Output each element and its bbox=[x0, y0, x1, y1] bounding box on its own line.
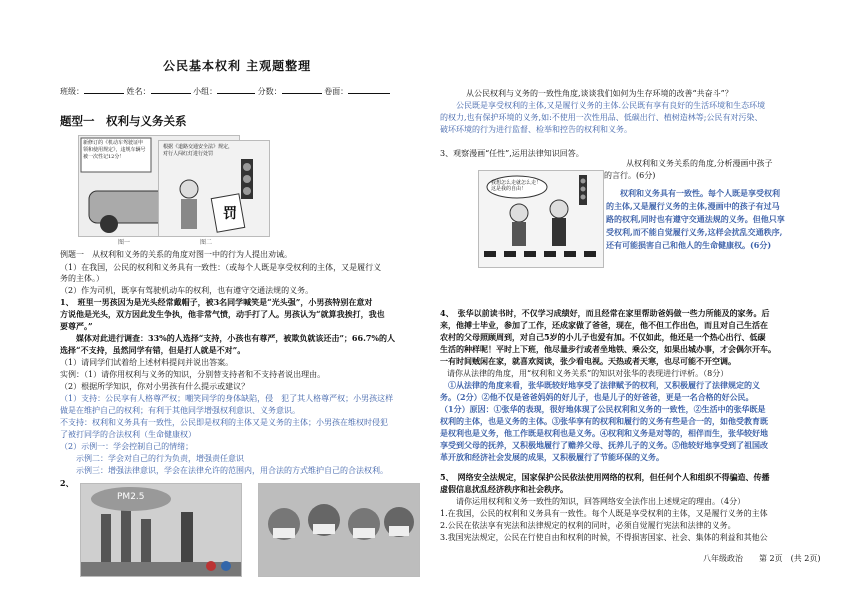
group-field[interactable] bbox=[217, 85, 255, 94]
cartoon-speech: 我想怎么走就怎么走！这是我的自由！ bbox=[491, 180, 542, 192]
q2-question: 从公民权利与义务的一致性角度,谈谈我们如何为生存环境的改善“共奋斗”？ bbox=[466, 89, 733, 98]
q1-answer-1c: 不支持：权利和义务具有一致性，公民即是权利的主体又是义务的主体；小男孩在维权时侵犯 bbox=[60, 418, 388, 427]
group-label: 小组： bbox=[193, 87, 218, 96]
q4-line-4: 生活的种样呢！平时上下班，他尽量步行或者坐地铁、乘公交，如果出城办事，才会偶尔开车。 bbox=[440, 344, 776, 354]
q2-number: 2、 bbox=[60, 478, 74, 488]
q4-answer-4: 权利的主体，也是义务的主体。③张华享有的权利和履行的义务有些是合一的，如他受教育既 bbox=[440, 416, 768, 426]
class-field[interactable] bbox=[84, 85, 124, 94]
q2-answer-2: 的权力,也有保护环境的义务,如:不使用一次性用品、低碳出行、植树造林等;公民有对污染、 bbox=[440, 113, 763, 122]
q5-answer-3: 3.我国宪法规定，公民在行使自由和权利的时候，不得损害国家、社会、集体的利益和其他公 bbox=[440, 533, 768, 542]
q4-answer-2: 务。（2分）②他不仅是爸爸妈妈的好儿子，也是儿子的好爸爸，更是一名合格的好公民。 bbox=[440, 392, 754, 402]
q4-line-1: 4、 张华以前读书时，不仅学习成绩好，而且经常在家里帮助爸妈做一些力所能及的家务。后 bbox=[440, 308, 770, 318]
info-line bbox=[60, 85, 390, 97]
cartoon-willful-image bbox=[478, 170, 604, 268]
q4-answer-1: ①从法律的角度来看，张华既较好地享受了法律赋予的权利，又积极履行了法律规定的义 bbox=[440, 380, 760, 390]
q4-answer-6: 享受到父母的抚养，又积极地履行了赡养父母、抚养儿子的义务。⑤他较好地享受到了祖国改 bbox=[440, 440, 768, 450]
score-field[interactable] bbox=[282, 85, 322, 94]
image-caption-2: 图二 bbox=[200, 239, 213, 246]
sheet-label: 卷面： bbox=[324, 87, 349, 96]
q5-answer-2: 2.公民在依法享有宪法和法律规定的权利的同时，必须自觉履行宪法和法律的义务。 bbox=[440, 521, 736, 530]
q1-sub-1: （1）请同学们试着给上述材料提问并说出答案。 bbox=[60, 358, 234, 367]
q1-sub-1b: 实例：（1）请你用权利与义务的知识，分别替支持者和不支持者说出理由。 bbox=[60, 370, 326, 379]
pm-label: PM2.5 bbox=[117, 492, 145, 502]
q1-line-3: 要尊严。” bbox=[60, 321, 93, 331]
page-title: 公民基本权利 主观题整理 bbox=[163, 59, 312, 73]
class-label: 班级： bbox=[60, 87, 84, 96]
q1-answer-2: （2）示例一：学会控制自己的情绪； bbox=[60, 442, 194, 451]
name-label: 姓名： bbox=[126, 87, 151, 96]
q1-answer-1: （1）支持：公民享有人格尊严权；嘲笑同学的身体缺陷，侵 犯了其人格尊严权；小男孩这样 bbox=[60, 394, 394, 403]
q1-answer-1d: 了被打同学的合法权利（生命健康权） bbox=[60, 430, 196, 439]
q3-answer-3: 路的权利,同时也有遵守交通法规的义务。但他只享 bbox=[606, 214, 785, 224]
q3-answer-5: 还有可能损害自己和他人的生命健康权。(6分) bbox=[606, 240, 772, 250]
q1-sub-2: （2）根据所学知识，你对小男孩有什么提示或建议？ bbox=[60, 382, 250, 391]
q4-answer-3: （1分）原因：①张华的表现，很好地体现了公民权利和义务的一致性，②生活中的张华既是 bbox=[440, 404, 766, 414]
pollution-image bbox=[80, 483, 242, 577]
name-field[interactable] bbox=[151, 85, 191, 94]
q4-answer-5: 是权利也是义务，他工作既是权利也是义务。④权利和义务是对等的，相伴而生，张华较好地 bbox=[440, 428, 768, 438]
q4-line-3: 农村的父母照顾周到，对自己5岁的小儿子也爱有加。不仅如此，他还是一个热心出行、低碳 bbox=[440, 332, 766, 342]
q1-answer-2b: 示例二：学会对自己的行为负责，增强责任意识 bbox=[60, 454, 244, 463]
q4-line-2: 来，他搏士毕业，参加了工作，还成家做了爸爸，现在，他不但工作出色，而且对自己生活在 bbox=[440, 320, 768, 330]
sign-text-1: 新修订的《机动车驾驶证申领和使用规定》，违规车辆号被一次性记12分！ bbox=[83, 140, 146, 160]
page-footer: 八年级政治 第 2页 (共 2页) bbox=[703, 554, 821, 563]
q5-line-1: 5、 网络安全法规定，国家保护公民依法使用网络的权利，但任何个人和组织不得骗造、传播 bbox=[440, 472, 770, 482]
sign-text-2: 根据《道路交通安全法》规定，对行人闯红灯进行处罚 bbox=[163, 144, 234, 157]
q3-question: 3、观察漫画“任性”,运用法律知识回答。 bbox=[440, 149, 584, 158]
q2-answer-1: 公民既是享受权利的主体,又是履行义务的主体.公民既有享有良好的生活环境和生态环境 bbox=[440, 101, 766, 110]
fine-sign: 罚 bbox=[223, 206, 237, 222]
q4-answer-7: 革开放和经济社会发展的成果，又积极履行了节能环保的义务。 bbox=[440, 452, 664, 462]
q4-question: 请你从法律的角度，用“权利和义务关系”的知识对张华的表现进行评析。（8分） bbox=[447, 369, 729, 378]
q1-answer-2c: 示例三：增强法律意识，学会在法律允许的范围内，用合法的方式维护自己的合法权利。 bbox=[60, 466, 388, 475]
image-caption-1: 图一 bbox=[118, 239, 131, 246]
q1-line-2: 方说他是光头，双方因此发生争执，他非常气愤，动手打了人。男孩认为“就算我挨打，我也 bbox=[60, 309, 385, 319]
q1-line-1: 1、 班里一男孩因为是光头经常戴帽子，被3名同学喊笑是“光头强”，小男孩特别在意对 bbox=[60, 297, 373, 307]
example-answer-1b: 务的主体。） bbox=[60, 274, 104, 283]
q4-line-5: 一有时间贼闲在家，就喜欢阅读，张少看电视。天热或者天寒，也尽可能不开空调。 bbox=[440, 356, 736, 366]
cartoon-image-2 bbox=[158, 140, 270, 237]
q1-answer-1b: 做是在维护自己的权利；有利于其他同学增强权利意识、义务意识。 bbox=[60, 406, 300, 415]
q5-line-2: 虚假信息扰乱经济秩序和社会秩序。 bbox=[440, 484, 568, 494]
q3-answer-1: 权利和义务具有一致性。每个人既是享受权利 bbox=[620, 188, 780, 198]
score-label: 分数： bbox=[257, 87, 282, 96]
q3-prompt-1: 从权利和义务关系的角度,分析漫画中孩子 bbox=[626, 159, 773, 168]
example-answer-1: （1）在我国，公民的权利和义务具有一致性：（或每个人既是享受权利的主体，又是履行义 bbox=[60, 263, 382, 272]
q3-answer-4: 受权利,而不能自觉履行义务,这样会扰乱交通秩序, bbox=[606, 227, 783, 237]
q3-answer-2: 的主体,又是履行义务的主体,漫画中的孩子有过马 bbox=[606, 201, 780, 211]
masks-image bbox=[258, 483, 420, 577]
q5-answer-1: 1.在我国，公民的权利和义务具有一致性。每个人既是享受权利的主体，又是履行义务的主体 bbox=[440, 509, 768, 518]
example-intro: 例题一 从权利和义务的关系的角度对图一中的行为人提出劝诫。 bbox=[60, 250, 292, 259]
sheet-field[interactable] bbox=[348, 85, 390, 94]
factory-smog-illustration bbox=[81, 484, 241, 576]
q3-prompt-2: 的言行。(6分) bbox=[604, 171, 656, 180]
q5-question: 请你运用权利和义务一致性的知识，回答网络安全法作出上述规定的理由。（4分） bbox=[440, 497, 746, 506]
q1-line-5: 选择“不支持，虽然同学有错，但是打人就是不对”。 bbox=[60, 345, 246, 355]
section-heading: 题型一 权利与义务关系 bbox=[60, 114, 187, 128]
people-with-masks-illustration bbox=[259, 484, 419, 576]
q1-line-4: 媒体对此进行调查：33%的人选择“支持，小孩也有尊严，被欺负就该还击”；66.7%的人 bbox=[60, 333, 396, 343]
q2-answer-3: 破坏环境的行为进行监督、检举和控告的权利和义务。 bbox=[440, 125, 632, 134]
example-answer-2: （2）作为司机，既享有驾驶机动车的权利，也有遵守交通法规的义务。 bbox=[60, 286, 314, 295]
